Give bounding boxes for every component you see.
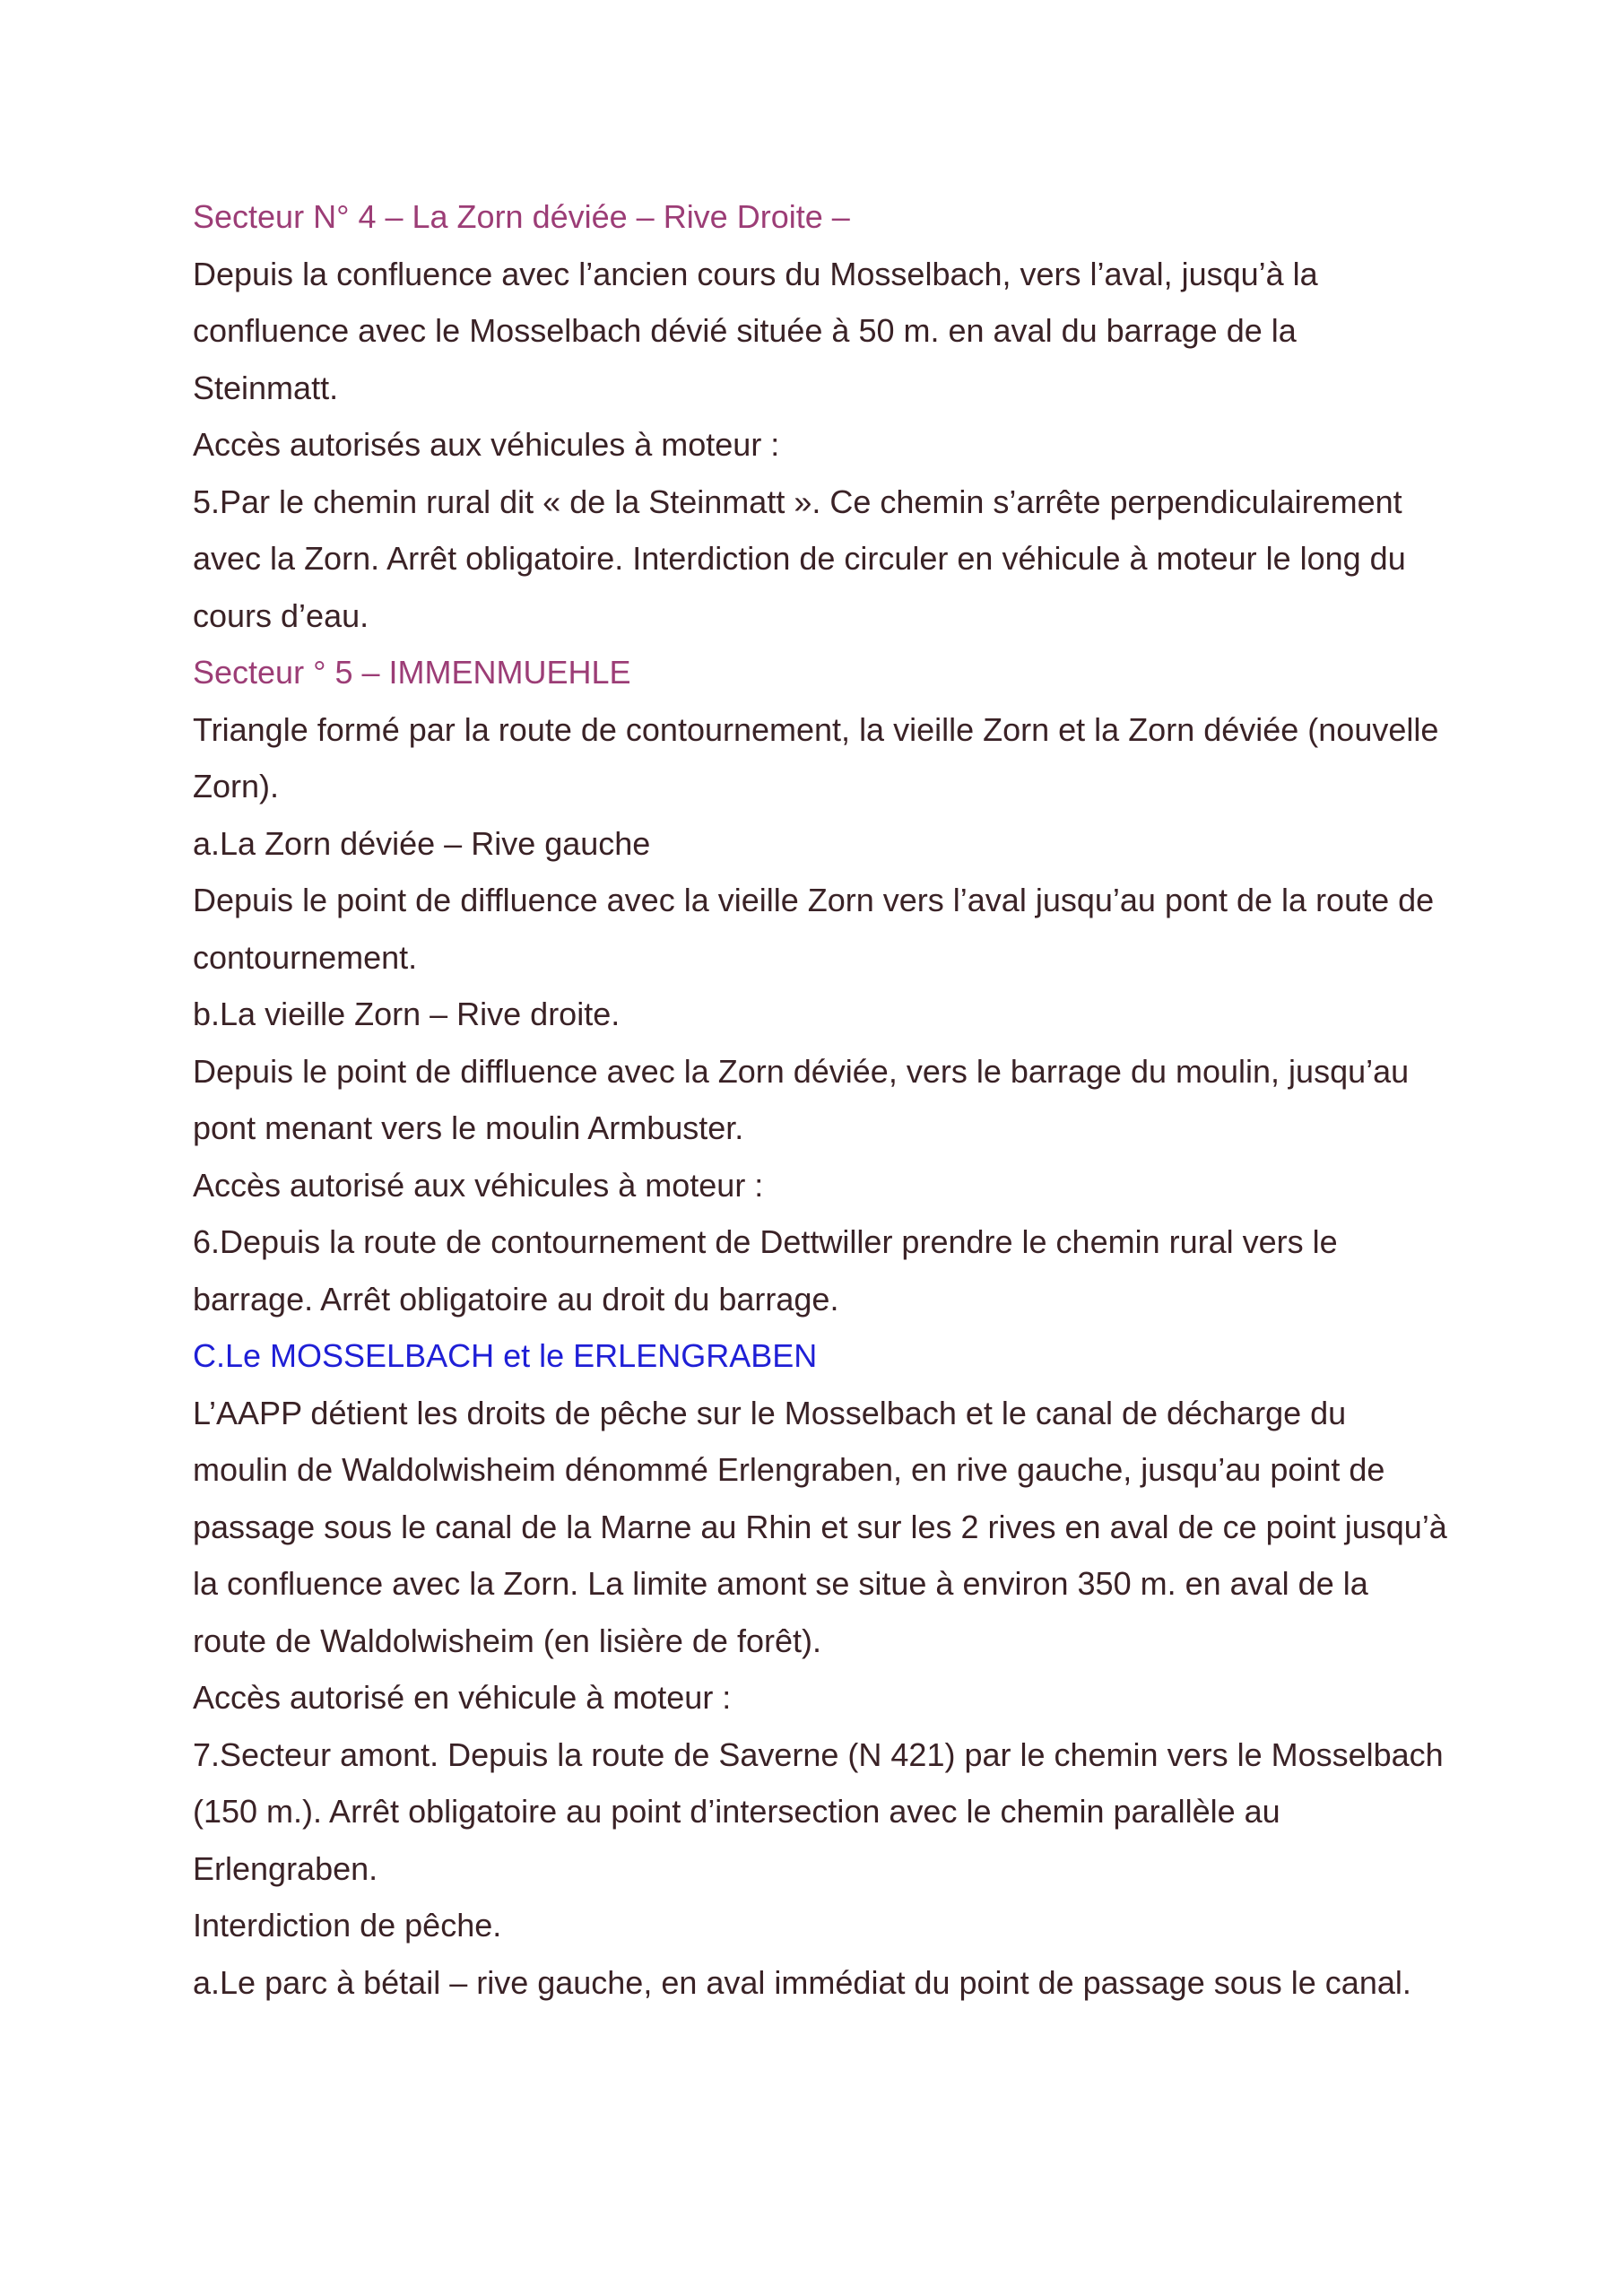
- fishing-ban-item-a: a.Le parc à bétail – rive gauche, en aval immédiat du point de passage sous le canal.: [193, 1963, 1411, 2001]
- sector-4-description: Depuis la confluence avec l’ancien cours du Mosselbach, vers l’aval, jusqu’à la confluence avec le Mosselbach dévié située à 50 m. en aval du barrage de la Steinmatt.: [193, 255, 1318, 406]
- access-point-6: 6.Depuis la route de contournement de Dettwiller prendre le chemin rural vers le barrage. Arrêt obligatoire au droit du barrage.: [193, 1223, 1338, 1318]
- sector-4-access-label: Accès autorisés aux véhicules à moteur :: [193, 426, 780, 463]
- sector-5b-description: Depuis le point de diffluence avec la Zorn déviée, vers le barrage du moulin, jusqu’au pont menant vers le moulin Armbuster.: [193, 1052, 1410, 1146]
- sector-4-heading: Secteur N° 4 – La Zorn déviée – Rive Droite –: [193, 198, 850, 235]
- access-point-7: 7.Secteur amont. Depuis la route de Saverne (N 421) par le chemin vers le Mosselbach (150 m.). Arrêt obligatoire au point d’intersection avec le chemin parallèle au Erlengraben.: [193, 1735, 1444, 1887]
- document-body: [193, 188, 1448, 2011]
- section-c-access-label: Accès autorisé en véhicule à moteur :: [193, 1679, 732, 1716]
- sector-5-access-label: Accès autorisé aux véhicules à moteur :: [193, 1166, 764, 1204]
- sector-5-heading: Secteur ° 5 – IMMENMUEHLE: [193, 654, 631, 691]
- sector-5-description: Triangle formé par la route de contournement, la vieille Zorn et la Zorn déviée (nouvelle Zorn).: [193, 710, 1439, 804]
- section-c-description: L’AAPP détient les droits de pêche sur le Mosselbach et le canal de décharge du moulin de Waldolwisheim dénommé Erlengraben, en rive gauche, jusqu’au point de passage sous le canal de la Marne au Rhin et sur les 2 rives en aval de ce point jusqu’à la confluence avec la Zorn. La limite amont se situe à environ 350 m. en aval de la route de Waldolwisheim (en lisière de forêt).: [193, 1394, 1447, 1659]
- fishing-ban-label: Interdiction de pêche.: [193, 1907, 502, 1944]
- sector-5a-description: Depuis le point de diffluence avec la vieille Zorn vers l’aval jusqu’au pont de la route de contournement.: [193, 882, 1435, 976]
- access-point-5: 5.Par le chemin rural dit « de la Steinmatt ». Ce chemin s’arrête perpendiculairement avec la Zorn. Arrêt obligatoire. Interdiction de circuler en véhicule à moteur le long du cours d’eau.: [193, 483, 1406, 634]
- section-c-heading: C.Le MOSSELBACH et le ERLENGRABEN: [193, 1337, 818, 1374]
- sector-5a-title: a.La Zorn déviée – Rive gauche: [193, 824, 651, 862]
- sector-5b-title: b.La vieille Zorn – Rive droite.: [193, 996, 621, 1032]
